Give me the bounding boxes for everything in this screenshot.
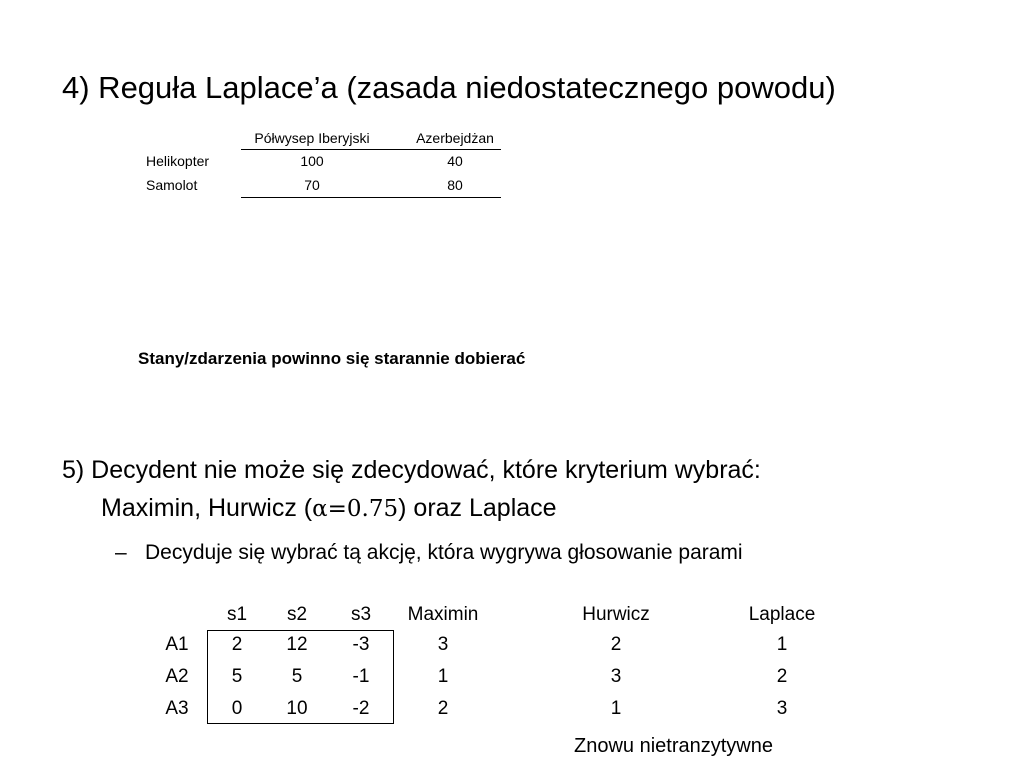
text: ) oraz Laplace bbox=[398, 494, 557, 522]
cell: 10 bbox=[286, 698, 308, 719]
conclusion-text: Znowu nietranzytywne bbox=[574, 735, 773, 757]
cell: 40 bbox=[447, 153, 463, 169]
row-label: A1 bbox=[165, 634, 189, 655]
cell: 3 bbox=[437, 634, 449, 655]
cell: 2 bbox=[610, 634, 622, 655]
note-text: Stany/zdarzenia powinno się starannie dobierać bbox=[138, 349, 526, 368]
text: Maximin, Hurwicz ( bbox=[101, 494, 313, 522]
row-label: A2 bbox=[165, 666, 189, 687]
sub-bullet-dash: – bbox=[115, 541, 127, 564]
sub-bullet-text: Decyduje się wybrać tą akcję, która wygrywa głosowanie parami bbox=[145, 541, 743, 564]
column-header: s3 bbox=[350, 604, 372, 625]
column-header: s2 bbox=[286, 604, 308, 625]
cell: 1 bbox=[437, 666, 449, 687]
cell: 100 bbox=[300, 153, 324, 169]
cell: 3 bbox=[776, 698, 788, 719]
cell: 70 bbox=[304, 177, 320, 193]
row-label: Helikopter bbox=[146, 153, 210, 169]
column-header: s1 bbox=[226, 604, 248, 625]
point5-line2 bbox=[101, 494, 557, 523]
cell: -3 bbox=[352, 634, 370, 655]
bottom-rule bbox=[241, 197, 501, 198]
column-header: Półwysep Iberyjski bbox=[254, 130, 370, 146]
cell: 2 bbox=[231, 634, 243, 655]
row-label: A3 bbox=[165, 698, 189, 719]
column-header: Azerbejdżan bbox=[416, 130, 494, 146]
column-header: Maximin bbox=[407, 604, 479, 625]
cell: 0 bbox=[231, 698, 243, 719]
point5-line1: 5) Decydent nie może się zdecydować, które kryterium wybrać: bbox=[62, 456, 761, 484]
cell: 1 bbox=[610, 698, 622, 719]
cell: 80 bbox=[447, 177, 463, 193]
column-header: Hurwicz bbox=[582, 604, 650, 625]
alpha-formula: α=0.75 bbox=[312, 496, 399, 522]
cell: 2 bbox=[776, 666, 788, 687]
cell: 12 bbox=[286, 634, 308, 655]
cell: -1 bbox=[352, 666, 370, 687]
row-label: Samolot bbox=[146, 177, 198, 193]
cell: 5 bbox=[291, 666, 303, 687]
cell: -2 bbox=[352, 698, 370, 719]
cell: 5 bbox=[231, 666, 243, 687]
cell: 2 bbox=[437, 698, 449, 719]
column-header: Laplace bbox=[748, 604, 816, 625]
slide-title: 4) Reguła Laplace’a (zasada niedostatecznego powodu) bbox=[62, 70, 836, 105]
cell: 1 bbox=[776, 634, 788, 655]
cell: 3 bbox=[610, 666, 622, 687]
header-rule bbox=[241, 149, 501, 150]
